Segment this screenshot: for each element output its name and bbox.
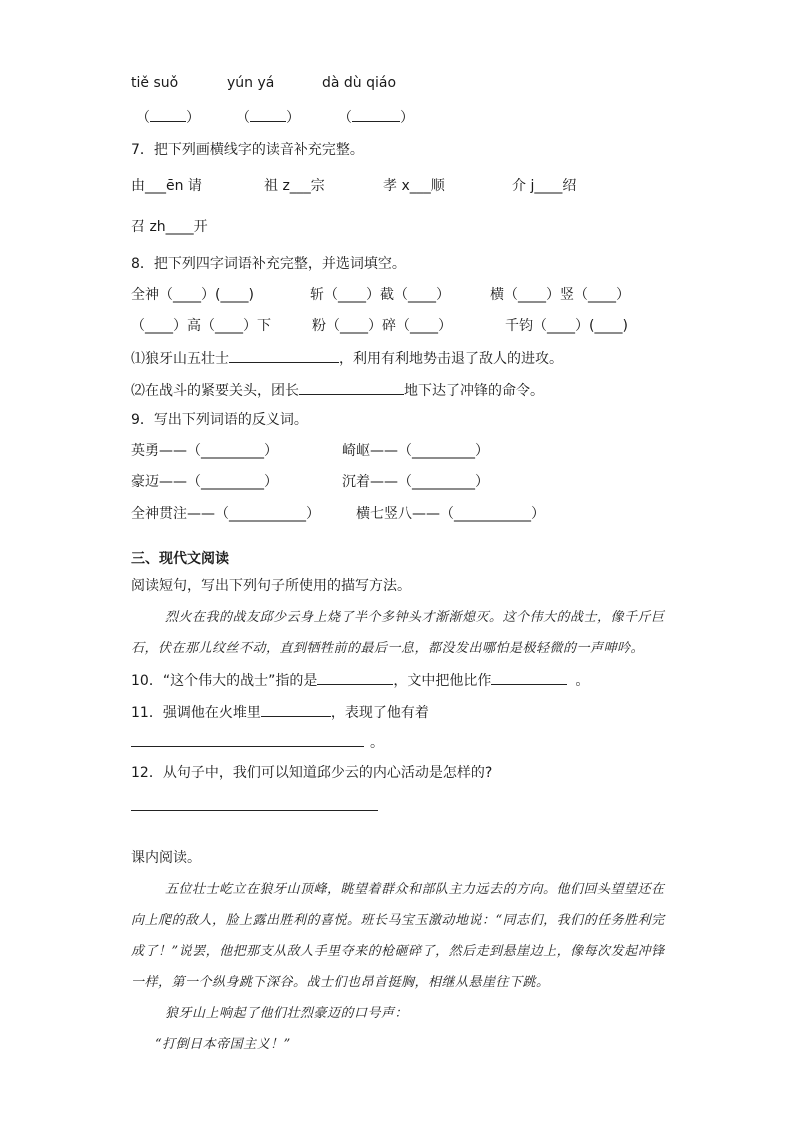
q8-r1-1: 全神（____）(____): [131, 287, 254, 303]
q8-r1-3: 横（____）竖（____）: [490, 287, 630, 303]
q7-item-3: 孝 x___顺: [383, 178, 445, 194]
q12: 12．从句子中，我们可以知道邱少云的内心活动是怎样的?: [131, 765, 493, 781]
q9-item-3: 豪迈——（_________）: [131, 474, 278, 490]
q11: 11．强调他在火堆里 ，表现了他有着: [131, 702, 429, 723]
q8-r2-3: 千钧（____）(____): [505, 318, 628, 334]
pinyin-3: dà dù qiáo: [322, 75, 397, 91]
passage-1: 烈火在我的战友邱少云身上烧了半个多钟头才渐渐熄灭。这个伟大的战士，像千斤巨石，伏在那儿纹丝不动，直到牺牲前的最后一息，都没发出哪怕是极轻微的一声呻吟。: [131, 610, 665, 656]
pinyin-2: yún yá: [227, 75, 275, 91]
q10-blank-2[interactable]: [491, 670, 567, 685]
q8-sentence-2: ⑵在战斗的紧要关头，团长 地下达了冲锋的命令。: [131, 380, 544, 401]
q9-item-4: 沉着——（_________）: [342, 474, 489, 490]
q9-title: 9．写出下列词语的反义词。: [131, 412, 308, 428]
q7-item-5: 召 zh____开: [131, 219, 208, 235]
q8-title: 8．把下列四字词语补充完整，并选词填空。: [131, 256, 406, 272]
q12-answer-line[interactable]: [131, 810, 378, 811]
pinyin-1: tiě suǒ: [131, 75, 179, 91]
section-3-intro: 阅读短句，写出下列句子所使用的描写方法。: [131, 578, 411, 594]
q8-sentence-1: ⑴狼牙山五壮士 ，利用有利地势击退了敌人的进攻。: [131, 348, 563, 369]
q7-item-4: 介 j____绍: [512, 178, 577, 194]
q11-blank-2[interactable]: [131, 746, 364, 747]
q9-item-1: 英勇——（_________）: [131, 443, 278, 459]
passage-2: 五位壮士屹立在狼牙山顶峰，眺望着群众和部队主力远去的方向。他们回头望望还在向上爬的敌人，脸上露出胜利的喜悦。班长马宝玉激动地说：“同志们，我们的任务胜利完成了！”说罢，他把那支从敌人手里夺来的枪砸碎了，然后走到悬崖边上，像每次发起冲锋一样，第一个纵身跳下深谷。战士们也昂首挺胸，相继从悬崖往下跳。: [131, 882, 665, 990]
q7-title: 7．把下列画横线字的读音补充完整。: [131, 142, 364, 158]
q7-item-2: 祖 z___宗: [264, 178, 325, 194]
passage-2-line-3: “打倒日本帝国主义！”: [155, 1037, 291, 1052]
answer-paren-1[interactable]: （ ）: [136, 107, 200, 128]
reading-2-intro: 课内阅读。: [131, 850, 201, 866]
q10: 10．“这个伟大的战士”指的是 ，文中把他比作 。: [131, 670, 589, 691]
answer-paren-2[interactable]: （ ）: [236, 107, 300, 128]
answer-paren-3[interactable]: （ ）: [338, 107, 414, 128]
section-3-heading: 三、现代文阅读: [131, 551, 229, 567]
q8-blank-2[interactable]: [299, 380, 404, 395]
passage-2-line-2: 狼牙山上响起了他们壮烈豪迈的口号声：: [165, 1006, 409, 1021]
q8-r1-2: 斩（____）截（____）: [310, 287, 450, 303]
q8-blank-1[interactable]: [229, 348, 339, 363]
q11-end: 。: [370, 735, 384, 751]
q8-r2-2: 粉（____）碎（____）: [312, 318, 452, 334]
q9-item-2: 崎岖——（_________）: [342, 443, 489, 459]
q8-r2-1: （____）高（____）下: [131, 318, 271, 334]
q9-item-5: 全神贯注——（___________）: [131, 506, 320, 522]
q7-item-1: 由___ēn 请: [131, 178, 202, 194]
q10-blank-1[interactable]: [317, 670, 393, 685]
q11-blank-1[interactable]: [261, 702, 331, 717]
q9-item-6: 横七竖八——（___________）: [356, 506, 545, 522]
